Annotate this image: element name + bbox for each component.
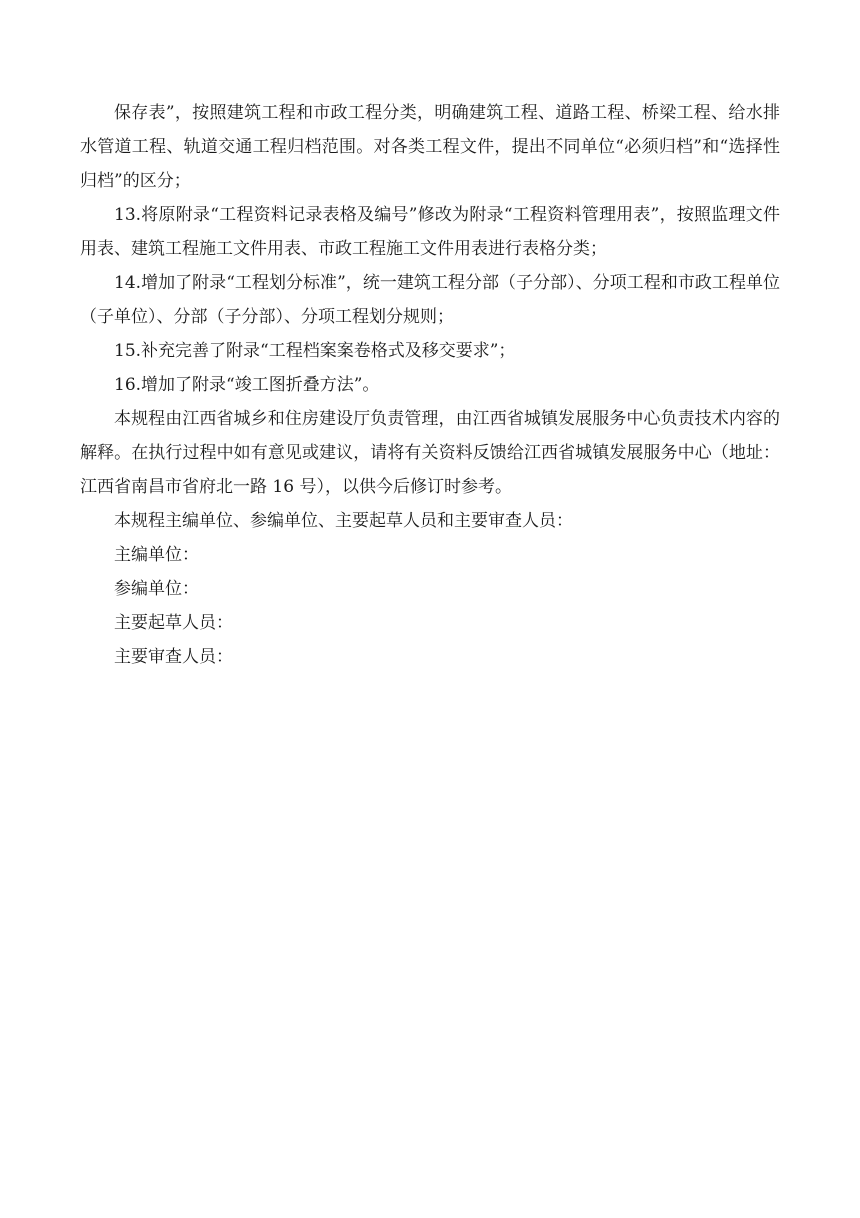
paragraph-management-note: 本规程由江西省城乡和住房建设厅负责管理，由江西省城镇发展服务中心负责技术内容的解释。在执行过程中如有意见或建议，请将有关资料反馈给江西省城镇发展服务中心（地址：江西省南昌市省府北一路 16 号），以供今后修订时参考。: [80, 409, 780, 497]
paragraph-chief-unit: 主编单位：: [114, 545, 199, 565]
paragraph-units-intro: 本规程主编单位、参编单位、主要起草人员和主要审查人员：: [114, 511, 573, 531]
paragraph-item-16: 16.增加了附录“竣工图折叠方法”。: [114, 375, 380, 395]
paragraph-reviewers: 主要审查人员：: [114, 647, 233, 667]
paragraph-item-14: 14.增加了附录“工程划分标准”，统一建筑工程分部（子分部）、分项工程和市政工程单位（子单位）、分部（子分部）、分项工程划分规则；: [80, 273, 780, 327]
paragraph-item-13: 13.将原附录“工程资料记录表格及编号”修改为附录“工程资料管理用表”，按照监理文件用表、建筑工程施工文件用表、市政工程施工文件用表进行表格分类；: [80, 205, 780, 259]
paragraph-participating-unit: 参编单位：: [114, 579, 199, 599]
paragraph-item-15: 15.补充完善了附录“工程档案案卷格式及移交要求”；: [114, 341, 516, 361]
paragraph-drafters: 主要起草人员：: [114, 613, 233, 633]
paragraph-archive-scope: 保存表”，按照建筑工程和市政工程分类，明确建筑工程、道路工程、桥梁工程、给水排水管道工程、轨道交通工程归档范围。对各类工程文件，提出不同单位“必须归档”和“选择性归档”的区分；: [80, 103, 780, 191]
document-body: [80, 96, 780, 674]
